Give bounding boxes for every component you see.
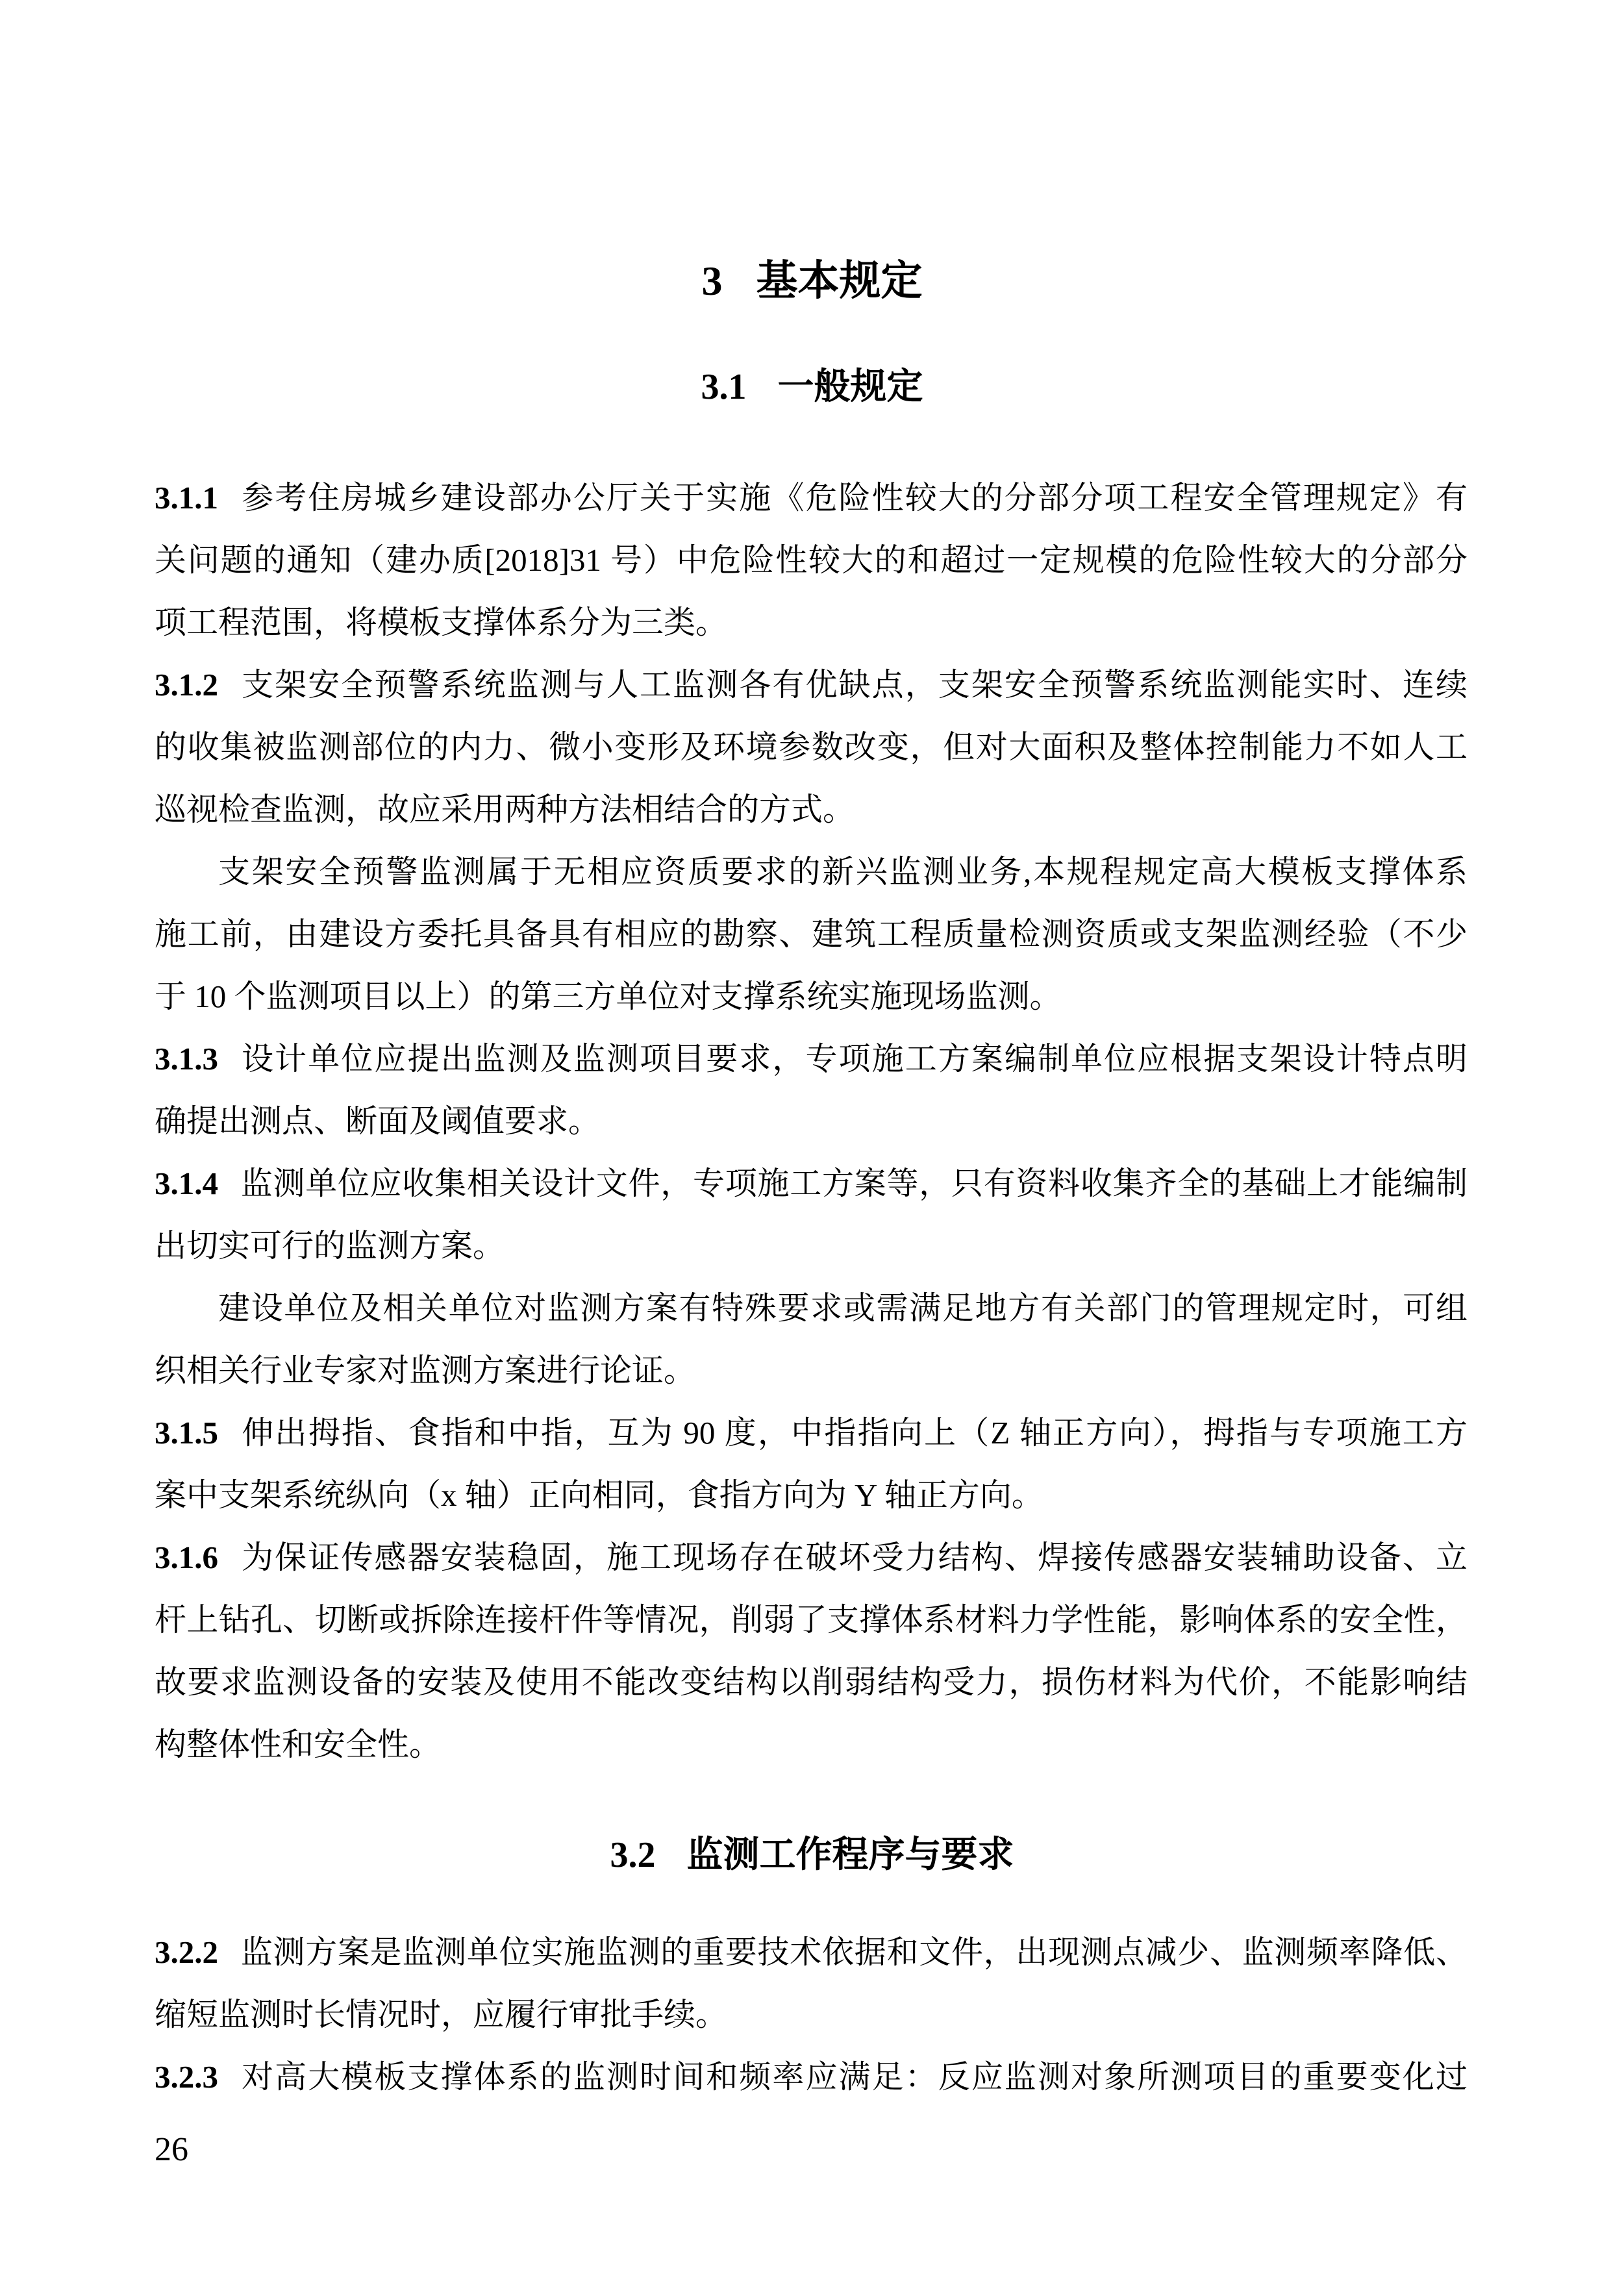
text-line: 3.1.2 支架安全预警系统监测与人工监测各有优缺点，支架安全预警系统监测能实时、连续 — [155, 667, 1468, 703]
section-body-3-1 — [155, 467, 1468, 1776]
section-number: 3.2 — [610, 1835, 656, 1875]
paragraph-label: 3.1.3 — [155, 1041, 218, 1077]
section-number: 3.1 — [701, 367, 747, 407]
text-line: 施工前，由建设方委托具备具有相应的勘察、建筑工程质量检测资质或支架监测经验（不少 — [155, 916, 1468, 952]
text-line: 缩短监测时长情况时，应履行审批手续。 — [155, 1997, 728, 2032]
paragraph-label: 3.1.1 — [155, 480, 218, 516]
section-body-3-2 — [155, 1921, 1468, 2108]
paragraph-label: 3.1.2 — [155, 667, 218, 703]
text-line: 关问题的通知（建办质[2018]31 号）中危险性较大的和超过一定规模的危险性较大的分部分 — [155, 542, 1468, 578]
text-line: 构整体性和安全性。 — [155, 1727, 442, 1762]
text-line: 出切实可行的监测方案。 — [155, 1228, 505, 1264]
text-line: 项工程范围，将模板支撑体系分为三类。 — [155, 605, 728, 640]
paragraph-label: 3.2.2 — [155, 1934, 218, 1970]
section-title-3-1 — [0, 368, 1624, 406]
text-line: 杆上钻孔、切断或拆除连接杆件等情况，削弱了支撑体系材料力学性能，影响体系的安全性， — [155, 1602, 1468, 1638]
paragraph-label: 3.1.4 — [155, 1166, 218, 1201]
text-line: 3.2.2 监测方案是监测单位实施监测的重要技术依据和文件，出现测点减少、监测频率降低、 — [155, 1934, 1468, 1970]
page-number: 26 — [155, 2131, 188, 2168]
chapter-title-text: 基本规定 — [756, 258, 923, 304]
text-line: 3.1.5 伸出拇指、食指和中指，互为 90 度，中指指向上（Z 轴正方向），拇指与专项施工方 — [155, 1415, 1468, 1451]
chapter-number: 3 — [701, 258, 723, 304]
text-line: 3.1.3 设计单位应提出监测及监测项目要求，专项施工方案编制单位应根据支架设计特点明 — [155, 1041, 1468, 1077]
paragraph-label: 3.2.3 — [155, 2059, 218, 2095]
section-title-3-2 — [0, 1836, 1624, 1874]
paragraph-label: 3.1.6 — [155, 1540, 218, 1575]
section-title-text: 一般规定 — [777, 367, 923, 407]
text-line: 3.1.6 为保证传感器安装稳固，施工现场存在破坏受力结构、焊接传感器安装辅助设备、立 — [155, 1540, 1468, 1575]
text-line: 建设单位及相关单位对监测方案有特殊要求或需满足地方有关部门的管理规定时，可组 — [218, 1290, 1468, 1326]
text-line: 巡视检查监测，故应采用两种方法相结合的方式。 — [155, 792, 855, 827]
text-line: 故要求监测设备的安装及使用不能改变结构以削弱结构受力，损伤材料为代价，不能影响结 — [155, 1664, 1468, 1700]
text-line: 于 10 个监测项目以上）的第三方单位对支撑系统实施现场监测。 — [155, 979, 1062, 1014]
text-line: 确提出测点、断面及阈值要求。 — [155, 1103, 601, 1139]
paragraph-label: 3.1.5 — [155, 1415, 218, 1451]
text-line: 的收集被监测部位的内力、微小变形及环境参数改变，但对大面积及整体控制能力不如人工 — [155, 729, 1468, 765]
text-line: 织相关行业专家对监测方案进行论证。 — [155, 1353, 696, 1388]
chapter-title — [0, 259, 1624, 303]
text-line: 3.1.4 监测单位应收集相关设计文件，专项施工方案等，只有资料收集齐全的基础上才能编制 — [155, 1166, 1468, 1201]
text-line: 3.2.3 对高大模板支撑体系的监测时间和频率应满足：反应监测对象所测项目的重要变化过 — [155, 2059, 1468, 2095]
text-line: 案中支架系统纵向（x 轴）正向相同，食指方向为 Y 轴正方向。 — [155, 1477, 1043, 1513]
text-line: 支架安全预警监测属于无相应资质要求的新兴监测业务,本规程规定高大模板支撑体系 — [218, 854, 1468, 890]
text-line: 3.1.1 参考住房城乡建设部办公厅关于实施《危险性较大的分部分项工程安全管理规定》有 — [155, 480, 1468, 516]
section-title-text: 监测工作程序与要求 — [686, 1835, 1014, 1875]
